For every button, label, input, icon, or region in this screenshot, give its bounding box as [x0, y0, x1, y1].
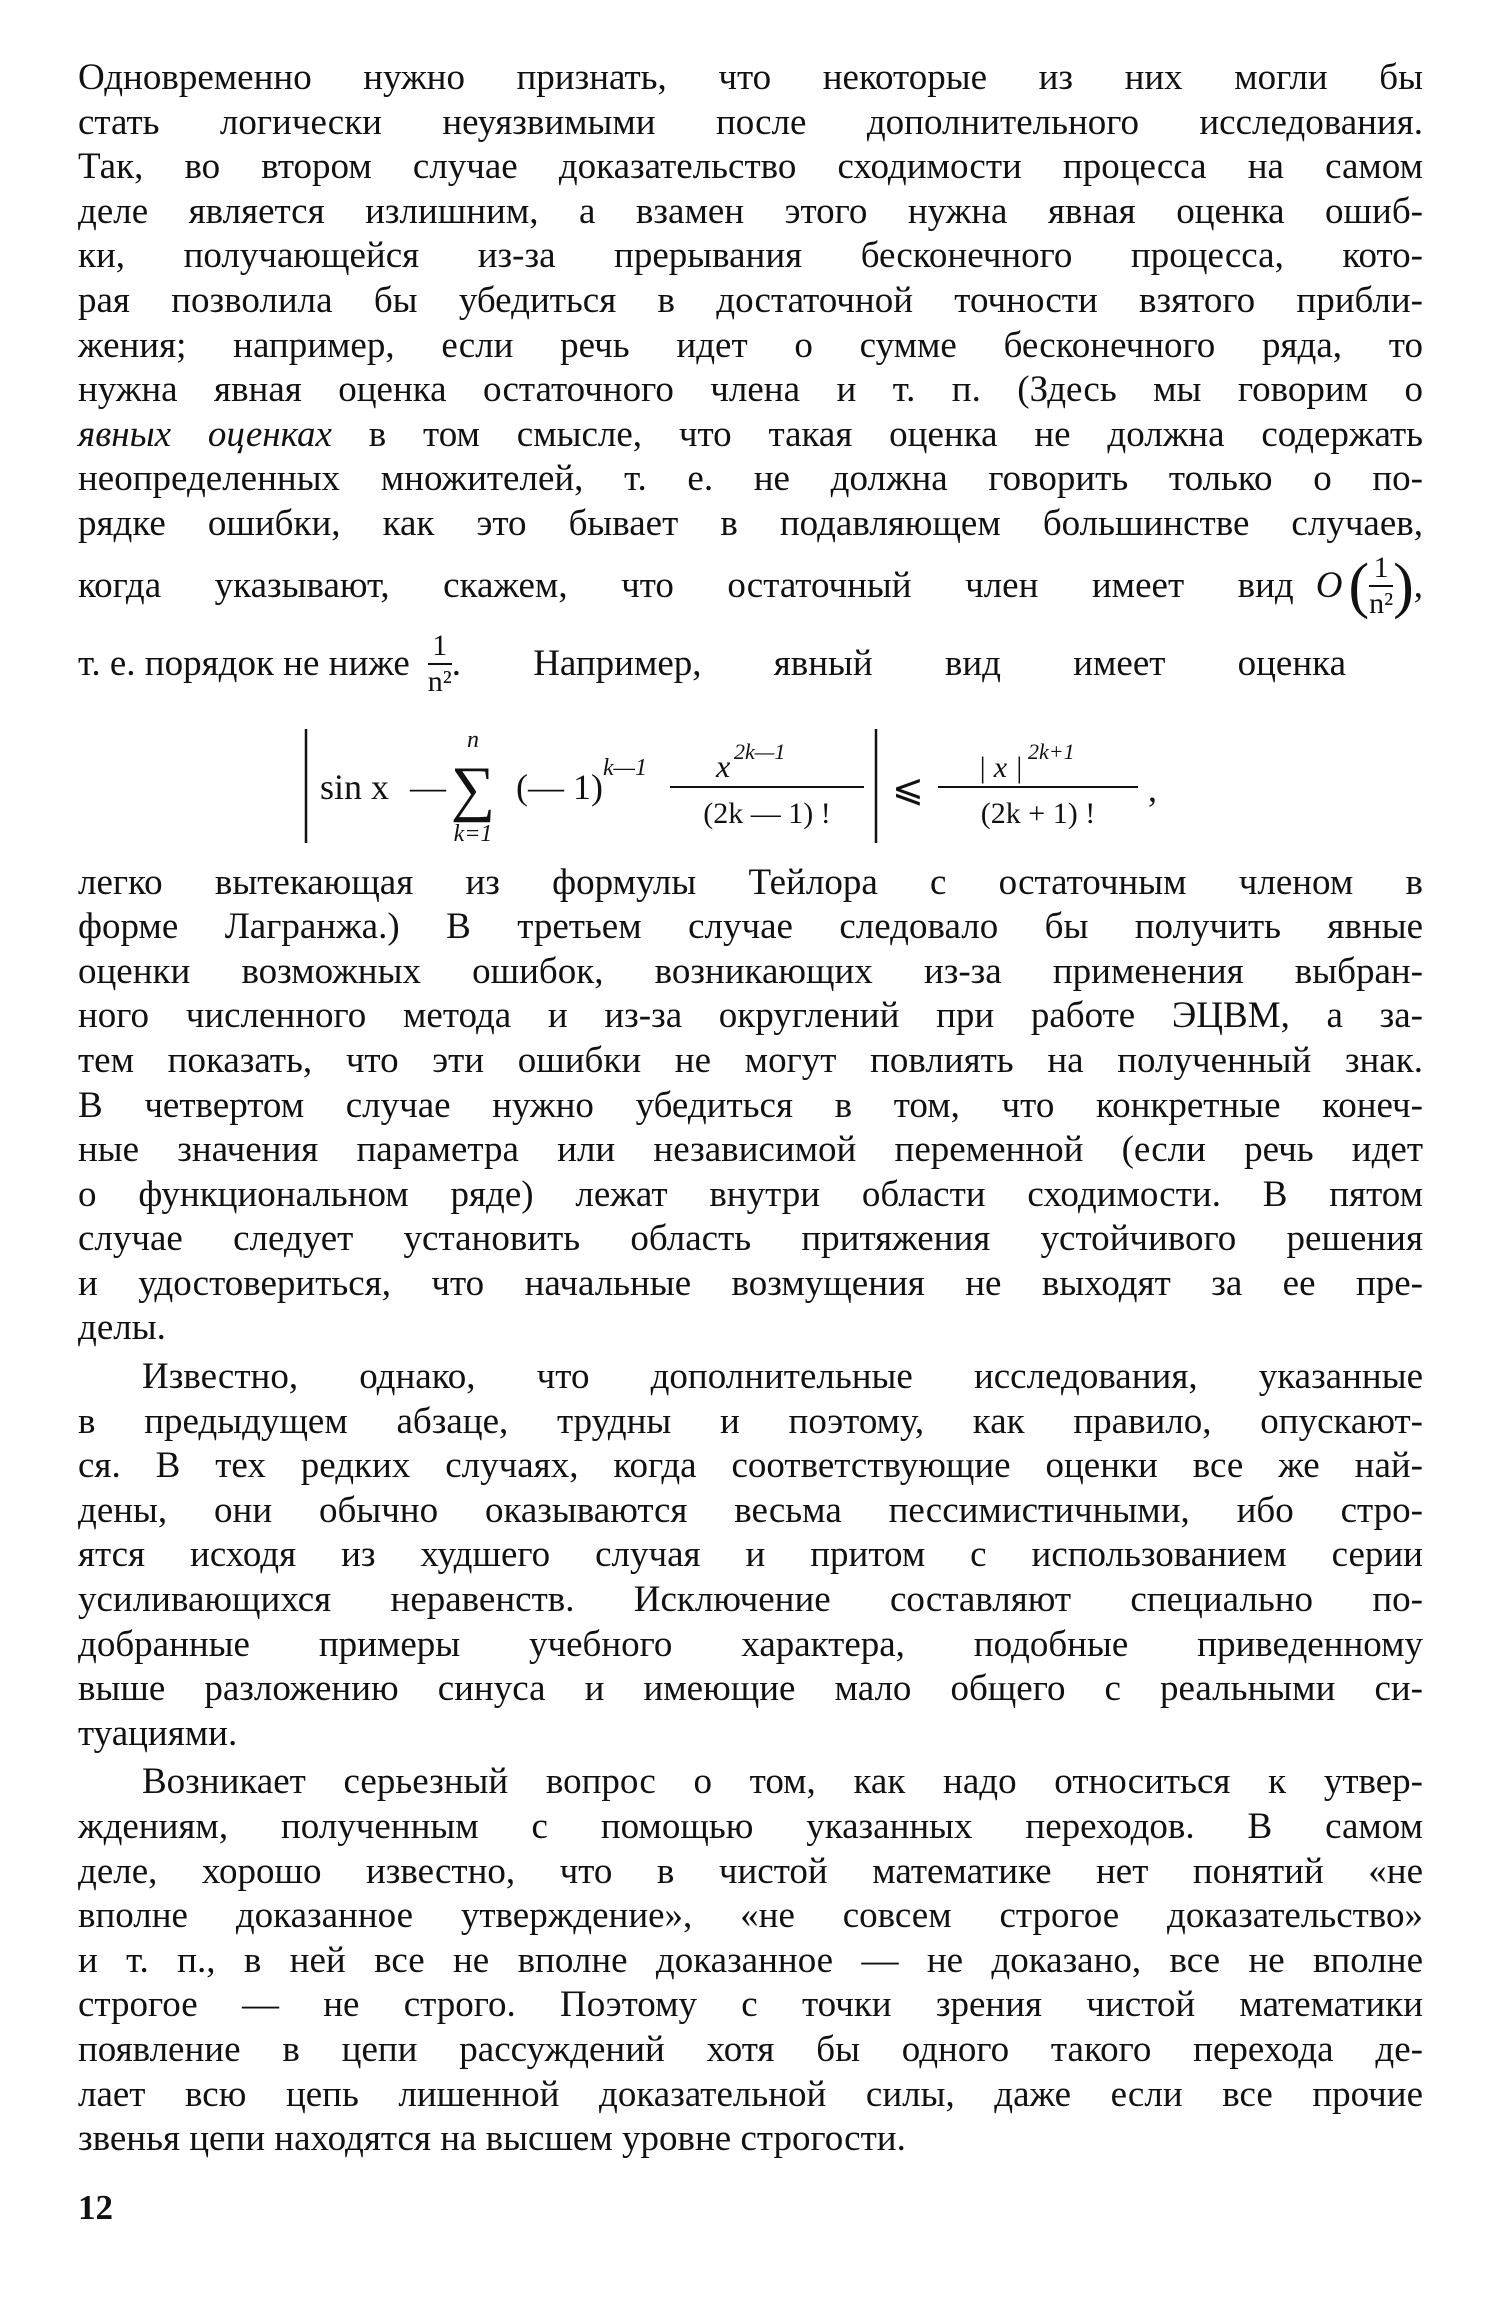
text-line: ждениям, полученным с помощью указанных переходов. В самом: [78, 1806, 1423, 1847]
fraction1-numerator: x: [716, 747, 731, 784]
text-line: легко вытекающая из формулы Тейлора с остаточным членом в: [78, 861, 1423, 903]
text-line: дены, они обычно оказываются весьма пессимистичными, ибо стро-: [78, 1489, 1423, 1531]
page-body: [78, 56, 1423, 2162]
formula-term-exponent: k—1: [603, 754, 647, 781]
paragraph-2: [78, 1355, 1423, 1756]
text-line: тем показать, что эти ошибки не могут повлиять на полученный знак.: [78, 1039, 1423, 1081]
fraction1-numerator-exponent: 2k—1: [734, 738, 786, 764]
text-line: ятся исходя из худшего случая и притом с использованием серии: [78, 1534, 1423, 1576]
text-fragment: когда указывают, скажем, что остаточный член имеет вид: [78, 564, 1294, 606]
text-line: рядке ошибки, как это бывает в подавляющем большинстве случаев,: [78, 502, 1423, 544]
text-line: и т. п., в ней все не вполне доказанное — не доказано, все не вполне: [78, 1939, 1423, 1981]
right-paren: ): [1393, 551, 1414, 620]
text-line: ки, получающейся из-за прерывания бесконечного процесса, кото-: [78, 235, 1423, 277]
paragraph-3: [78, 1760, 1423, 2161]
text-line: деле является излишним, а взамен этого нужна явная оценка ошиб-: [78, 190, 1423, 232]
text-line: случае следует установить область притяжения устойчивого решения: [78, 1218, 1423, 1260]
taylor-formula: [78, 721, 1423, 849]
page-number: 12: [78, 2188, 113, 2227]
text-line: усиливающихся неравенств. Исключение составляют специально по-: [78, 1579, 1423, 1621]
text-line-with-fraction: [78, 625, 1346, 703]
paragraph-1: [78, 56, 1423, 703]
text-line: туациями.: [78, 1712, 238, 1754]
text-line: ного численного метода и из-за округлений при работе ЭЦВМ, а за-: [78, 995, 1423, 1037]
text-line: вполне доказанное утверждение», «не совсем строгое доказательство»: [78, 1895, 1423, 1937]
formula-term: (— 1): [516, 766, 603, 807]
fraction2-denominator: (2k + 1) !: [980, 796, 1096, 830]
text-line: стать логически неуязвимыми после дополнительного исследования.: [78, 101, 1423, 143]
fraction2-numerator-exponent: 2k+1: [1028, 738, 1075, 764]
text-fragment: т. е. порядок не ниже: [78, 642, 410, 684]
sum-upper-limit: n: [467, 726, 479, 753]
formula-svg: [298, 721, 1278, 849]
text-line: В четвертом случае нужно убедиться в том, что конкретные конеч-: [78, 1084, 1423, 1126]
text-line: Возникает серьезный вопрос о том, как надо относиться к утвер-: [142, 1761, 1423, 1803]
text-line: о функциональном ряде) лежат внутри области сходимости. В пятом: [78, 1173, 1423, 1215]
fraction-one-over-n-squared: [1369, 550, 1394, 620]
sum-sign: ∑: [450, 754, 496, 823]
text-line: неопределенных множителей, т. е. не должна говорить только о по-: [78, 458, 1423, 500]
text-line: выше разложению синуса и имеющие мало общего с реальными си-: [78, 1668, 1423, 1710]
text-line: жения; например, если речь идет о сумме бесконечного ряда, то: [78, 324, 1423, 366]
fraction1-denominator: (2k — 1) !: [703, 796, 831, 830]
formula-comma: ,: [1148, 768, 1157, 809]
paragraph-1-continued: [78, 861, 1423, 1352]
text-line: деле, хорошо известно, что в чистой математике нет понятий «не: [78, 1850, 1423, 1892]
fraction-denominator: n²: [1369, 586, 1394, 620]
text-line: форме Лагранжа.) В третьем случае следовало бы получить явные: [78, 906, 1423, 948]
fraction-numerator: 1: [1369, 553, 1393, 587]
text-line: строгое — не строго. Поэтому с точки зрения чистой математики: [78, 1984, 1423, 2026]
text-line: Так, во втором случае доказательство сходимости процесса на самом: [78, 146, 1423, 188]
formula-leq: ⩽: [892, 767, 924, 810]
text-line: нужна явная оценка остаточного члена и т. п. (Здесь мы говорим о: [78, 369, 1423, 411]
fraction-denominator: n²: [427, 664, 452, 698]
fraction2-numerator: | x |: [978, 750, 1023, 784]
text-line: ся. В тех редких случаях, когда соответствующие оценки все же най-: [78, 1445, 1423, 1487]
text-line: Известно, однако, что дополнительные исследования, указанные: [142, 1356, 1423, 1398]
sum-lower-limit: k=1: [453, 820, 493, 847]
big-o-symbol: O: [1315, 564, 1343, 606]
text-line: лает всю цепь лишенной доказательной силы, даже если все прочие: [78, 2073, 1423, 2115]
text-line: [78, 413, 1423, 458]
text-line: оценки возможных ошибок, возникающих из-за применения выбран-: [78, 950, 1423, 992]
fraction-numerator: 1: [428, 631, 452, 665]
fraction-one-over-n-squared: [427, 628, 452, 698]
text-fragment: ,: [1413, 564, 1423, 606]
left-paren: (: [1348, 551, 1370, 620]
formula-sin: sin x: [320, 766, 390, 807]
italic-phrase: явных оценках: [78, 413, 332, 455]
text-line: ные значения параметра или независимой переменной (если речь идет: [78, 1129, 1423, 1171]
text-line: в предыдущем абзаце, трудны и поэтому, как правило, опускают-: [78, 1400, 1423, 1442]
text-line: делы.: [78, 1307, 166, 1349]
text-line: звенья цепи находятся на высшем уровне строгости.: [78, 2118, 906, 2160]
text-line: Одновременно нужно признать, что некоторые из них могли бы: [78, 57, 1423, 98]
text-line: добранные примеры учебного характера, подобные приведенному: [78, 1623, 1423, 1665]
text-line: и удостовериться, что начальные возмущения не выходят за ее пре-: [78, 1262, 1423, 1304]
text-line: рая позволила бы убедиться в достаточной точности взятого прибли-: [78, 279, 1423, 321]
text-line-with-fraction: [78, 547, 1423, 625]
formula-minus: —: [410, 766, 446, 807]
text-fragment: в том смысле, что такая оценка не должна содержать: [331, 413, 1424, 455]
text-fragment: . Например, явный вид имеет оценка: [451, 642, 1346, 684]
text-line: появление в цепи рассуждений хотя бы одного такого перехода де-: [78, 2028, 1423, 2070]
